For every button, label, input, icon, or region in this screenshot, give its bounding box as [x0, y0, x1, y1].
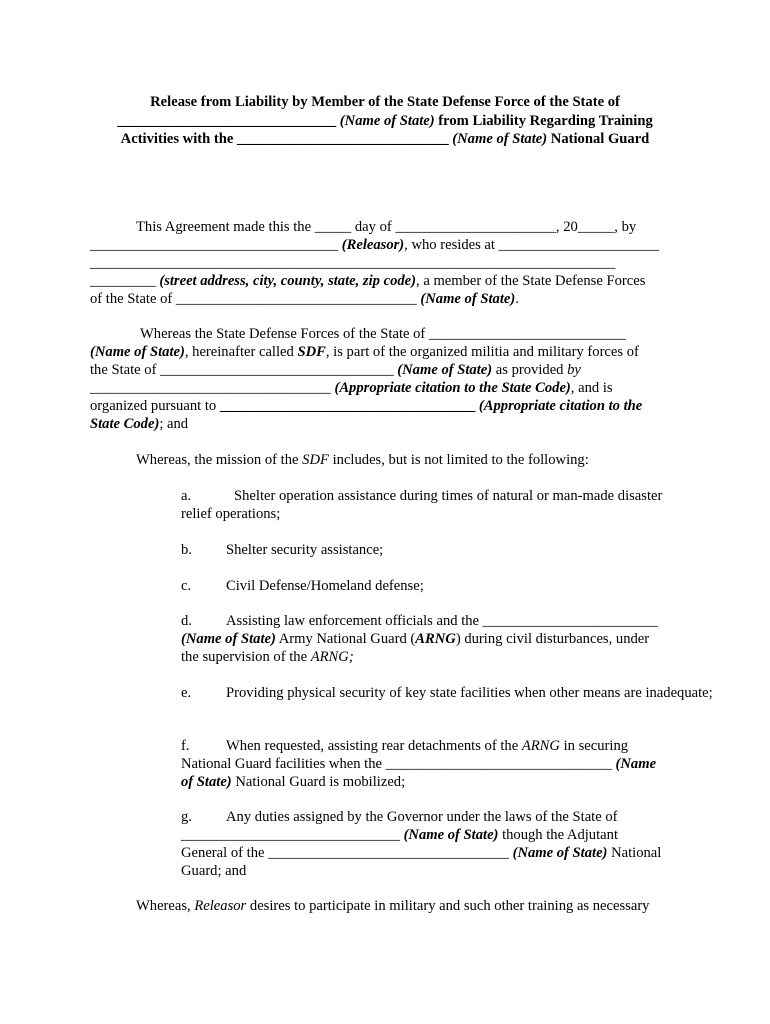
whereas-mission-paragraph: Whereas, the mission of the SDF includes, but is not limited to the following:: [136, 452, 589, 468]
title-line-2: ______________________________ (Name of State) from Liability Regarding Training: [117, 112, 653, 129]
list-item-e: e. Providing physical security of key state facilities when other means are inadequate;: [181, 685, 713, 701]
whereas-releasor-paragraph: Whereas, Releasor desires to participate in military and such other training as necessary: [136, 898, 650, 914]
whereas-sdf-paragraph: Whereas the State Defense Forces of the State of ___________________________ (Name of State), hereinafter called SDF, is part of the organized militia and military forces of the State of ________________________________ (Name of State) as provided by _________________________________ (Appropriate citation to the State Code), and is organized pursuant to ___________________________________ (Appropriate citation to the State Code); and: [90, 326, 643, 432]
title-line-3: Activities with the _____________________________ (Name of State) National Guard: [120, 131, 650, 147]
list-item-f: f. When requested, assisting rear detachments of the ARNG in securing National Guard facilities when the _______________________________ (Name of State) National Guard is mobilized;: [181, 738, 657, 790]
list-item-a: a. Shelter operation assistance during times of natural or man-made disaster relief operations;: [181, 488, 663, 522]
document-title: [90, 93, 680, 149]
list-item-b: b. Shelter security assistance;: [181, 542, 384, 558]
list-item-g: g. Any duties assigned by the Governor under the laws of the State of ______________________________ (Name of State) though the Adjutant General of the _________________________________ (Name of State) National Guard; and: [181, 809, 662, 879]
agreement-paragraph: This Agreement made this the _____ day of ______________________, 20_____, by __________________________________ (Releasor), who resides at ______________________ ________________________________________________________________________ _________ (street address, city, county, state, zip code), a member of the State Defense Forces of the State of _________________________________ (Name of State).: [90, 219, 660, 307]
title-line-1: Release from Liability by Member of the State Defense Force of the State of: [150, 94, 620, 110]
list-item-d: d. Assisting law enforcement officials and the ________________________ (Name of State) Army National Guard (ARNG) during civil disturbances, under the supervision of the ARNG;: [181, 613, 658, 665]
list-item-c: c. Civil Defense/Homeland defense;: [181, 578, 424, 594]
